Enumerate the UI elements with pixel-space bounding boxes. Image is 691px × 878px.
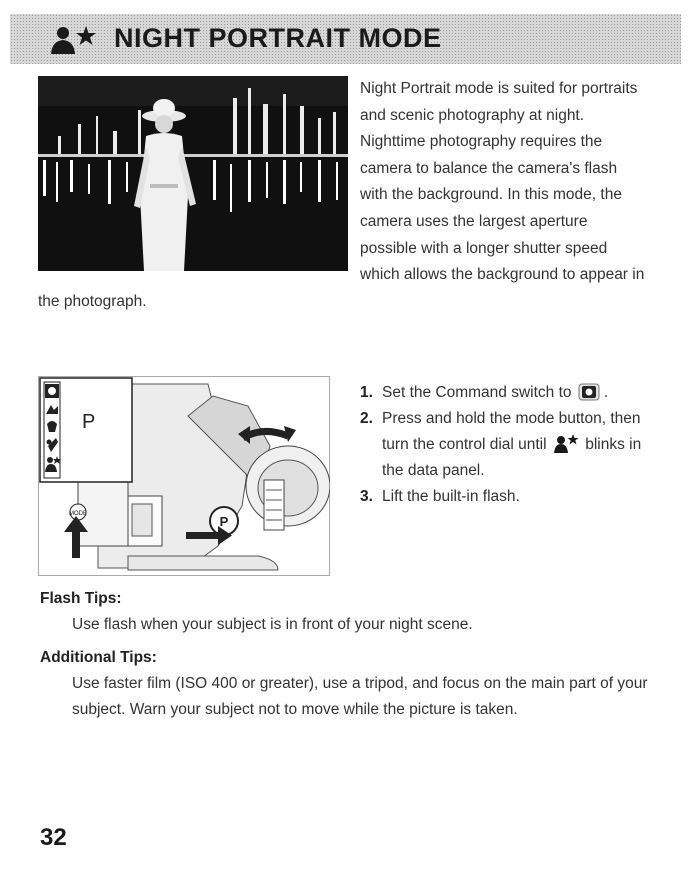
tips-section xyxy=(40,586,650,730)
step-text: Lift the built-in flash. xyxy=(382,488,520,505)
step-item xyxy=(360,406,660,484)
diagram-mode-button-label: MODE xyxy=(69,511,87,517)
additional-tips-text: Use faster film (ISO 400 or greater), use a tripod, and focus on the main part of your subject. Warn your subject not to move while the picture is taken. xyxy=(72,674,648,718)
diagram-mode-label: P xyxy=(82,411,96,433)
intro-text xyxy=(38,76,648,315)
camera-diagram xyxy=(38,376,330,576)
step-number: 3. xyxy=(360,488,373,505)
step-text: Set the Command switch to xyxy=(382,384,572,401)
step-text-end: . xyxy=(603,384,609,401)
instruction-steps xyxy=(360,380,660,510)
step-item xyxy=(360,484,660,510)
flash-tips-text: Use flash when your subject is in front of your night scene. xyxy=(72,616,473,633)
page-title: NIGHT PORTRAIT MODE xyxy=(114,23,442,53)
step-number: 1. xyxy=(360,384,373,401)
additional-tips-heading: Additional Tips: xyxy=(40,648,157,666)
photo-spacer xyxy=(38,76,360,286)
page-number: 32 xyxy=(40,824,67,851)
command-switch-icon xyxy=(578,383,602,401)
page-header xyxy=(10,14,681,64)
flash-tips-heading: Flash Tips: xyxy=(40,590,122,607)
step-text-end: blinks in the data panel. xyxy=(382,436,642,479)
intro-paragraph: Night Portrait mode is suited for portraits and scenic photography at night. Nighttime photography requires the camera to balance the camera's flash with the background. In this mode, the camera uses the largest aperture possible with a longer shutter speed which allows the background to appear in the photograph. xyxy=(38,80,645,310)
night-portrait-icon xyxy=(553,433,579,453)
step-number: 2. xyxy=(360,410,373,427)
step-item xyxy=(360,380,660,406)
night-portrait-icon xyxy=(48,24,100,56)
step-text: Press and hold the mode button, then turn the control dial until xyxy=(382,410,641,453)
diagram-dial-label: P xyxy=(219,514,229,529)
